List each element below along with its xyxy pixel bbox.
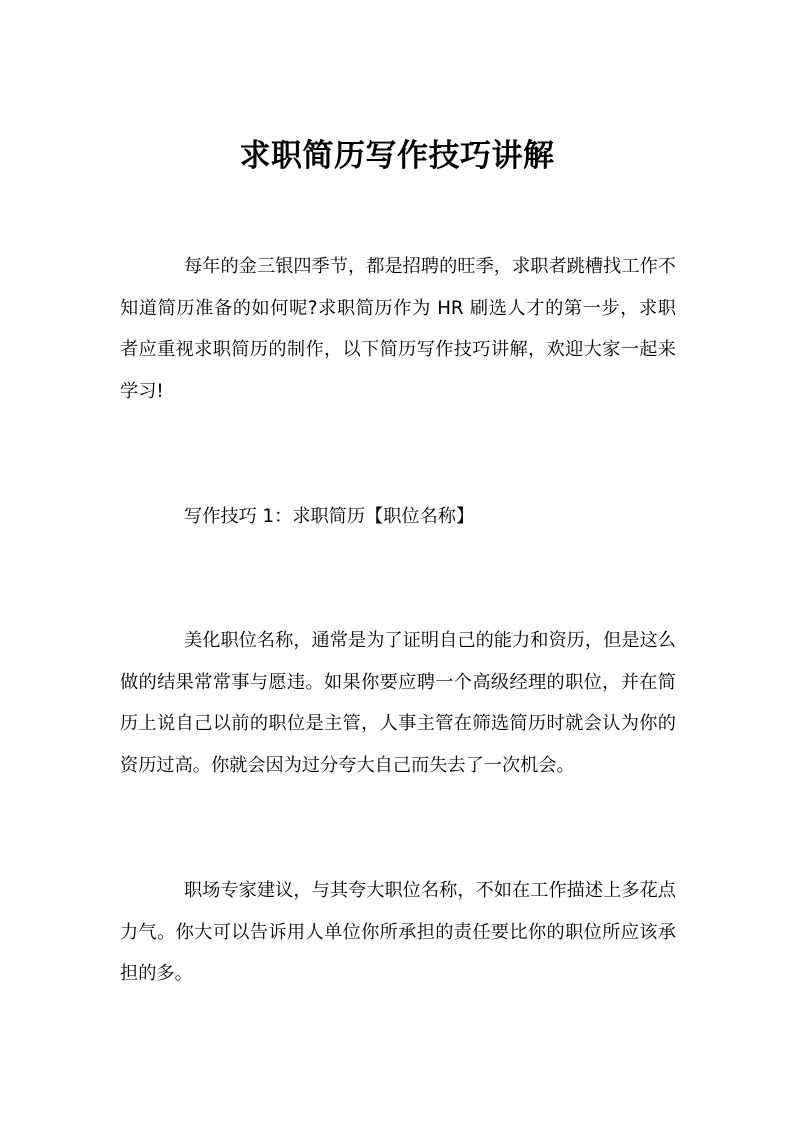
intro-paragraph: 每年的金三银四季节，都是招聘的旺季，求职者跳槽找工作不知道简历准备的如何呢?求职简历作为 HR 刷选人才的第一步，求职者应重视求职简历的制作，以下简历写作技巧讲解，欢迎大家一起来学习!: [120, 256, 676, 402]
body-paragraph: 美化职位名称，通常是为了证明自己的能力和资历，但是这么做的结果常常事与愿违。如果你要应聘一个高级经理的职位，并在简历上说自己以前的职位是主管，人事主管在筛选简历时就会认为你的资历过高。你就会因为过分夸大自己而失去了一次机会。: [120, 630, 676, 776]
document-title: 求职简历写作技巧讲解: [239, 138, 555, 174]
section-heading: 写作技巧 1：求职简历【职位名称】: [184, 506, 475, 527]
advice-paragraph: 职场专家建议，与其夸大职位名称，不如在工作描述上多花点力气。你大可以告诉用人单位你所承担的责任要比你的职位所应该承担的多。: [120, 880, 676, 985]
